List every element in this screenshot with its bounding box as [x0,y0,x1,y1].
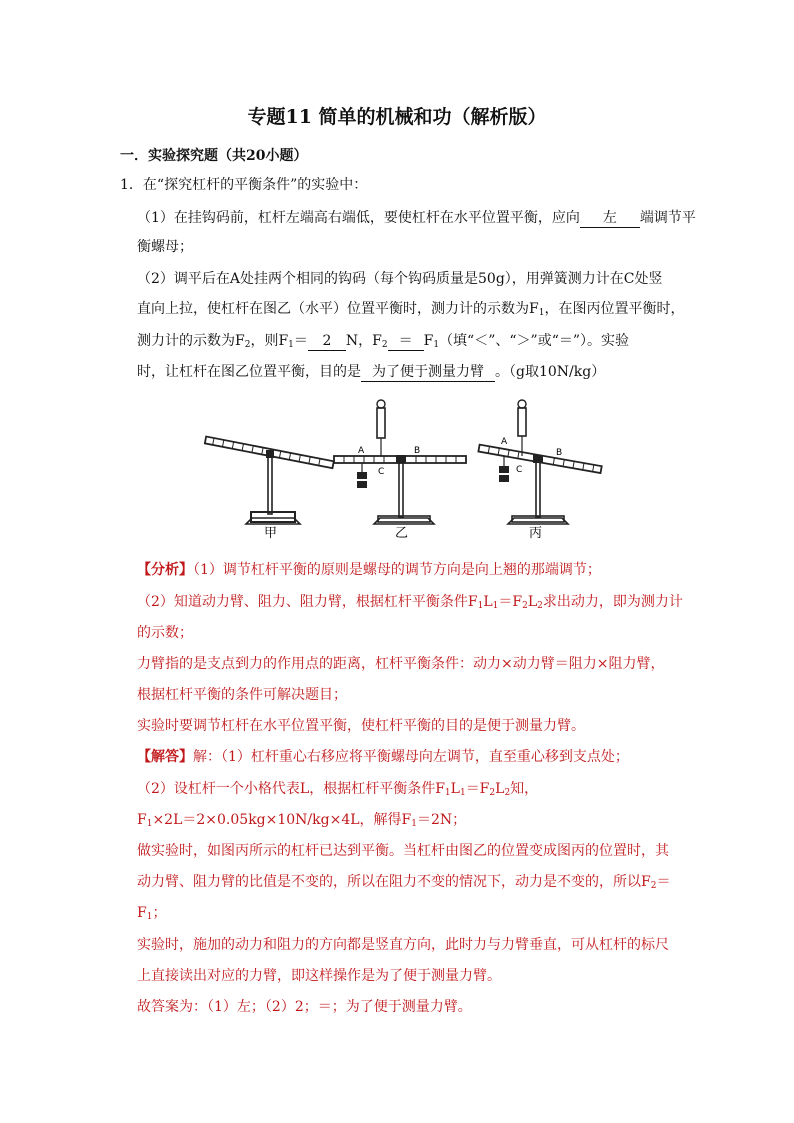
solution-line7: 实验时，施加的动力和阻力的方向都是竖直方向，此时力与力臂垂直，可从杠杆的标尺 [137,937,669,953]
solution-line6: $F_1$； [137,905,167,922]
analysis-line2: （2）知道动力臂、阻力、阻力臂，根据杠杆平衡条件$F_1L_1=F_2L_2$求出动力，即为测力计 [137,594,683,611]
page-title: 专题11 简单的机械和功（解析版） [247,106,547,128]
analysis-line1: 【分析】（1）调节杠杆平衡的原则是螺母的调节方向是向上翘的那端调节； [137,562,601,578]
figure-label-jia: 甲 [264,526,278,540]
point-label-c-bing: C [516,465,523,475]
answer-blank-compare: ＝ [388,332,424,351]
question-part1-line1: （1）在挂钩码前，杠杆左端高右端低，要使杠杆在水平位置平衡，应向 左 端调节平 [137,210,696,226]
question-part1-line2: 衡螺母； [137,239,193,255]
weight-yi-2 [357,481,367,488]
solution-line8: 上直接读出对应的力臂，即这样操作是为了便于测量力臂。 [137,968,501,984]
question-part2-line1: （2）调平后在A处挂两个相同的钩码（每个钩码质量是50g），用弹簧测力计在C处竖 [137,271,663,287]
solution-tag: 【解答】 [137,749,193,765]
final-answer: 故答案为：（1）左；（2）2；＝；为了便于测量力臂。 [137,999,472,1015]
answer-blank-purpose: 为了便于测量力臂 [361,363,495,382]
section-heading: 一．实验探究题（共20小题） [120,148,308,164]
solution-line5: 动力臂、阻力臂的比值是不变的，所以在阻力不变的情况下，动力是不变的，所以$F_2=$ [137,874,671,891]
analysis-line6: 实验时要调节杠杆在水平位置平衡，使杠杆平衡的目的是便于测量力臂。 [137,718,585,734]
figure-bing [478,400,601,540]
lever-experiment-figure [196,392,616,540]
point-label-b-yi: B [414,446,421,456]
analysis-line3: 的示数； [137,625,193,641]
point-label-a-yi: A [358,446,365,456]
figure-yi [334,400,466,540]
spring-scale-yi [377,408,385,438]
weight-bing-1 [499,466,509,473]
figure-label-bing: 丙 [529,526,543,540]
weight-yi-1 [357,472,367,479]
solution-line2: （2）设杠杆一个小格代表L，根据杠杆平衡条件$F_1L_1=F_2L_2$知， [137,781,539,798]
question-stem: 1．在“探究杠杆的平衡条件”的实验中： [120,177,368,193]
figure-label-yi: 乙 [395,526,409,540]
analysis-line4: 力臂指的是支点到力的作用点的距离，杠杆平衡条件：动力×动力臂＝阻力×阻力臂， [137,656,665,672]
analysis-line5: 根据杠杆平衡的条件可解决题目； [137,687,347,703]
solution-line4: 做实验时，如图丙所示的杠杆已达到平衡。当杠杆由图乙的位置变成图丙的位置时，其 [137,843,669,859]
question-part2-line2: 直向上拉，使杠杆在图乙（水平）位置平衡时，测力计的示数为$F_1$，在图丙位置平衡时， [137,301,685,318]
figure-jia [205,436,334,540]
question-part2-line4: 时，让杠杆在图乙位置平衡，目的是 为了便于测量力臂 。（g取10N/kg） [137,364,606,380]
analysis-tag: 【分析】 [137,562,193,578]
solution-line3: $F_1\times 2L=2\times 0.05kg\times 10N/kg\times 4L$，解得$F_1=2N$； [137,812,467,829]
answer-blank-direction: 左 [580,209,640,228]
solution-line1: 【解答】解：（1）杠杆重心右移应将平衡螺母向左调节，直至重心移到支点处； [137,749,629,765]
question-part2-line3: 测力计的示数为$F_2$，则$F_1= 2$ N，$F_2 = F_1$（填“＜”、“＞”或“＝”）。实验 [137,333,630,350]
point-label-c-yi: C [378,467,385,477]
answer-blank-force: 2 [308,332,346,351]
point-label-b-bing: B [556,448,563,458]
point-label-a-bing: A [501,437,508,447]
spring-scale-bing [518,408,526,436]
weight-bing-2 [499,475,509,482]
